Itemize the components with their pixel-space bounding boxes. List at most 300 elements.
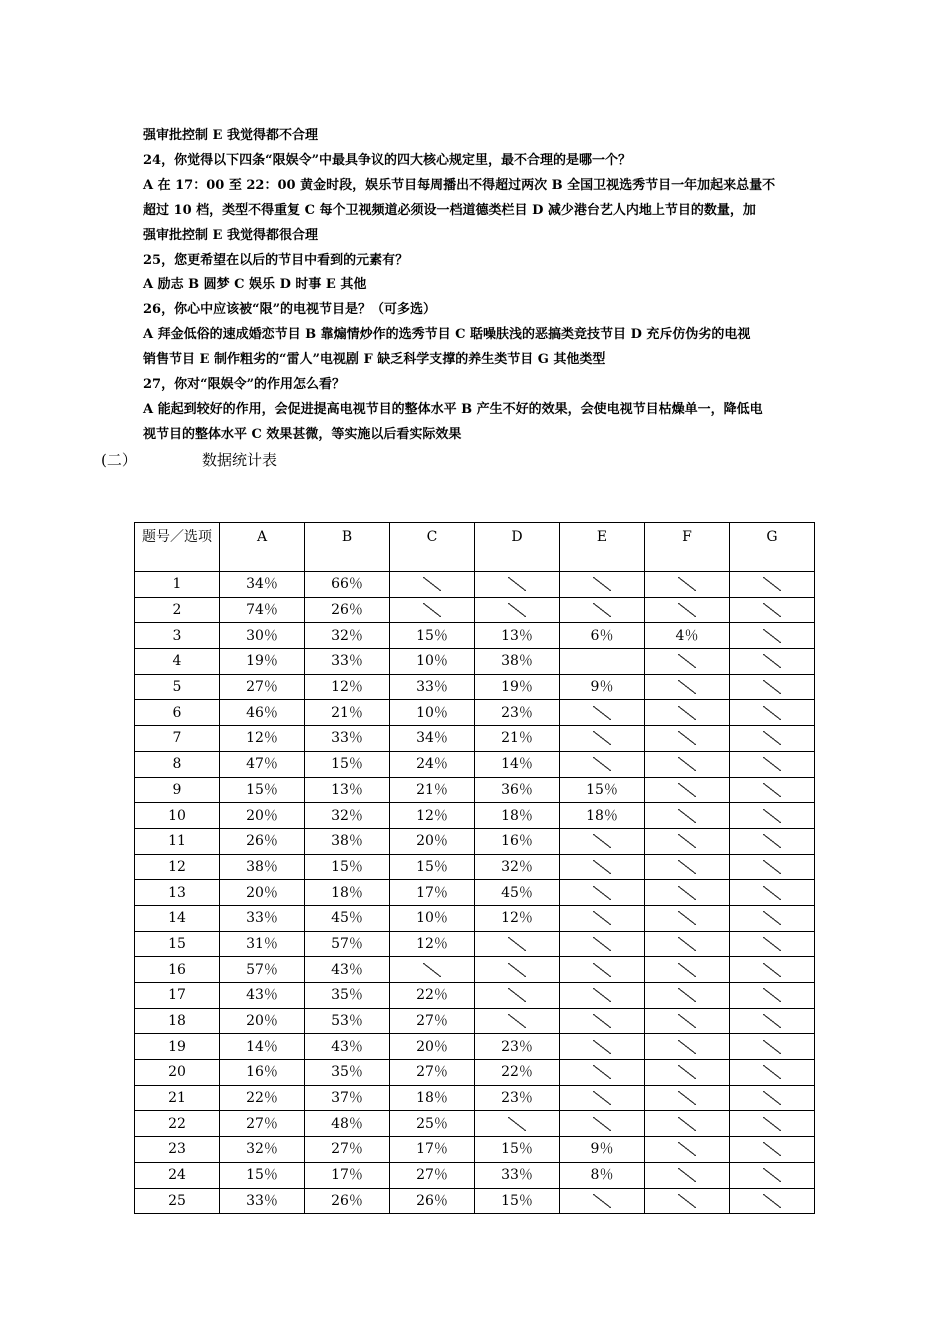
not-applicable-cell xyxy=(730,1034,815,1060)
diagonal-slash-icon xyxy=(593,1014,611,1028)
diagonal-slash-icon xyxy=(763,783,781,797)
table-row xyxy=(135,1008,815,1034)
diagonal-slash-icon xyxy=(763,1065,781,1079)
percentage-cell: 27％ xyxy=(390,1008,475,1034)
percentage-cell: 10％ xyxy=(390,649,475,675)
percentage-cell: 20％ xyxy=(390,1034,475,1060)
percentage-cell: 6％ xyxy=(560,623,645,649)
not-applicable-cell xyxy=(560,905,645,931)
question-line: 销售节目 E 制作粗劣的“雷人”电视剧 F 缺乏科学支撑的养生类节目 G 其他类型 xyxy=(143,352,606,368)
diagonal-slash-icon xyxy=(678,1014,696,1028)
percentage-cell: 20％ xyxy=(390,828,475,854)
question-number-cell: 7 xyxy=(135,726,220,752)
percentage-cell: 16％ xyxy=(475,828,560,854)
percentage-cell: 66％ xyxy=(305,572,390,598)
percentage-cell: 15％ xyxy=(390,854,475,880)
question-number-cell: 2 xyxy=(135,597,220,623)
percentage-cell: 21％ xyxy=(390,777,475,803)
diagonal-slash-icon xyxy=(678,1168,696,1182)
question-line: 24，你觉得以下四条“限娱令”中最具争议的四大核心规定里，最不合理的是哪一个？ xyxy=(143,152,632,168)
section-heading xyxy=(101,450,277,470)
question-number-cell: 24 xyxy=(135,1162,220,1188)
diagonal-slash-icon xyxy=(763,911,781,925)
diagonal-slash-icon xyxy=(508,937,526,951)
diagonal-slash-icon xyxy=(593,860,611,874)
question-number-cell: 12 xyxy=(135,854,220,880)
header-option-c: C xyxy=(390,523,475,572)
statistics-table xyxy=(134,522,815,1214)
not-applicable-cell xyxy=(645,1034,730,1060)
question-number-cell: 16 xyxy=(135,957,220,983)
not-applicable-cell xyxy=(645,700,730,726)
percentage-cell: 34％ xyxy=(220,572,305,598)
not-applicable-cell xyxy=(645,1111,730,1137)
not-applicable-cell xyxy=(560,1008,645,1034)
diagonal-slash-icon xyxy=(678,654,696,668)
percentage-cell: 15％ xyxy=(475,1137,560,1163)
percentage-cell: 43％ xyxy=(305,957,390,983)
not-applicable-cell xyxy=(730,1111,815,1137)
question-number-cell: 17 xyxy=(135,983,220,1009)
percentage-cell: 33％ xyxy=(390,674,475,700)
not-applicable-cell xyxy=(645,957,730,983)
not-applicable-cell xyxy=(560,983,645,1009)
diagonal-slash-icon xyxy=(678,1065,696,1079)
percentage-cell: 10％ xyxy=(390,700,475,726)
percentage-cell: 32％ xyxy=(305,803,390,829)
not-applicable-cell xyxy=(645,880,730,906)
diagonal-slash-icon xyxy=(763,886,781,900)
not-applicable-cell xyxy=(645,1162,730,1188)
percentage-cell: 12％ xyxy=(390,931,475,957)
not-applicable-cell xyxy=(560,854,645,880)
not-applicable-cell xyxy=(645,674,730,700)
not-applicable-cell xyxy=(645,931,730,957)
table-row xyxy=(135,674,815,700)
percentage-cell: 15％ xyxy=(390,623,475,649)
diagonal-slash-icon xyxy=(678,809,696,823)
header-option-b: B xyxy=(305,523,390,572)
percentage-cell: 12％ xyxy=(305,674,390,700)
not-applicable-cell xyxy=(560,700,645,726)
not-applicable-cell xyxy=(730,957,815,983)
not-applicable-cell xyxy=(730,803,815,829)
not-applicable-cell xyxy=(645,1085,730,1111)
percentage-cell: 24％ xyxy=(390,751,475,777)
diagonal-slash-icon xyxy=(593,911,611,925)
question-number-cell: 4 xyxy=(135,649,220,675)
percentage-cell: 12％ xyxy=(475,905,560,931)
diagonal-slash-icon xyxy=(678,834,696,848)
question-number-cell: 21 xyxy=(135,1085,220,1111)
table-row xyxy=(135,1111,815,1137)
percentage-cell: 35％ xyxy=(305,983,390,1009)
table-row xyxy=(135,700,815,726)
question-line: 27，你对“限娱令”的作用怎么看？ xyxy=(143,377,346,393)
table-row xyxy=(135,1085,815,1111)
not-applicable-cell xyxy=(645,983,730,1009)
diagonal-slash-icon xyxy=(763,860,781,874)
percentage-cell: 18％ xyxy=(560,803,645,829)
not-applicable-cell xyxy=(730,572,815,598)
diagonal-slash-icon xyxy=(593,603,611,617)
percentage-cell: 19％ xyxy=(475,674,560,700)
survey-questions xyxy=(143,124,813,448)
not-applicable-cell xyxy=(390,957,475,983)
not-applicable-cell xyxy=(560,1188,645,1214)
percentage-cell: 20％ xyxy=(220,1008,305,1034)
diagonal-slash-icon xyxy=(678,731,696,745)
diagonal-slash-icon xyxy=(593,706,611,720)
not-applicable-cell xyxy=(730,880,815,906)
percentage-cell: 57％ xyxy=(305,931,390,957)
header-option-d: D xyxy=(475,523,560,572)
percentage-cell: 26％ xyxy=(390,1188,475,1214)
question-line: 强审批控制 E 我觉得都不合理 xyxy=(143,128,318,143)
diagonal-slash-icon xyxy=(423,603,441,617)
question-number-cell: 10 xyxy=(135,803,220,829)
table-row xyxy=(135,1188,815,1214)
table-row xyxy=(135,1137,815,1163)
not-applicable-cell xyxy=(560,1060,645,1086)
not-applicable-cell xyxy=(560,1111,645,1137)
question-line: 视节目的整体水平 C 效果甚微，等实施以后看实际效果 xyxy=(143,426,462,442)
table-row xyxy=(135,957,815,983)
not-applicable-cell xyxy=(645,726,730,752)
section-title: 数据统计表 xyxy=(202,451,278,469)
diagonal-slash-icon xyxy=(593,1117,611,1131)
diagonal-slash-icon xyxy=(593,988,611,1002)
diagonal-slash-icon xyxy=(763,963,781,977)
table-row xyxy=(135,983,815,1009)
not-applicable-cell xyxy=(645,905,730,931)
diagonal-slash-icon xyxy=(593,834,611,848)
question-number-cell: 8 xyxy=(135,751,220,777)
not-applicable-cell xyxy=(645,854,730,880)
diagonal-slash-icon xyxy=(678,1142,696,1156)
diagonal-slash-icon xyxy=(593,937,611,951)
diagonal-slash-icon xyxy=(763,1091,781,1105)
table-row xyxy=(135,572,815,598)
not-applicable-cell xyxy=(645,803,730,829)
not-applicable-cell xyxy=(730,674,815,700)
not-applicable-cell xyxy=(560,572,645,598)
diagonal-slash-icon xyxy=(763,809,781,823)
question-number-cell: 19 xyxy=(135,1034,220,1060)
percentage-cell: 12％ xyxy=(390,803,475,829)
diagonal-slash-icon xyxy=(678,1194,696,1208)
diagonal-slash-icon xyxy=(763,937,781,951)
diagonal-slash-icon xyxy=(678,603,696,617)
percentage-cell: 37％ xyxy=(305,1085,390,1111)
header-option-f: F xyxy=(645,523,730,572)
diagonal-slash-icon xyxy=(678,577,696,591)
percentage-cell: 13％ xyxy=(475,623,560,649)
question-line: A 励志 B 圆梦 C 娱乐 D 时事 E 其他 xyxy=(143,277,367,293)
header-option-a: A xyxy=(220,523,305,572)
not-applicable-cell xyxy=(645,777,730,803)
diagonal-slash-icon xyxy=(678,1040,696,1054)
not-applicable-cell xyxy=(645,751,730,777)
diagonal-slash-icon xyxy=(763,1168,781,1182)
percentage-cell: 16％ xyxy=(220,1060,305,1086)
not-applicable-cell xyxy=(475,983,560,1009)
percentage-cell: 45％ xyxy=(475,880,560,906)
question-number-cell: 5 xyxy=(135,674,220,700)
not-applicable-cell xyxy=(730,649,815,675)
not-applicable-cell xyxy=(475,1008,560,1034)
percentage-cell: 23％ xyxy=(475,700,560,726)
percentage-cell: 26％ xyxy=(305,597,390,623)
percentage-cell: 15％ xyxy=(305,854,390,880)
percentage-cell: 20％ xyxy=(220,803,305,829)
diagonal-slash-icon xyxy=(678,783,696,797)
table-row xyxy=(135,777,815,803)
table-row xyxy=(135,854,815,880)
diagonal-slash-icon xyxy=(678,963,696,977)
question-number-cell: 9 xyxy=(135,777,220,803)
percentage-cell: 33％ xyxy=(475,1162,560,1188)
question-line: A 能起到较好的作用，会促进提高电视节目的整体水平 B 产生不好的效果，会使电视节目枯燥单一，降低电 xyxy=(143,401,763,417)
diagonal-slash-icon xyxy=(763,834,781,848)
percentage-cell: 27％ xyxy=(390,1060,475,1086)
table-row xyxy=(135,1034,815,1060)
question-line: 26，你心中应该被“限”的电视节目是？（可多选） xyxy=(143,302,437,318)
diagonal-slash-icon xyxy=(763,988,781,1002)
diagonal-slash-icon xyxy=(763,1117,781,1131)
not-applicable-cell xyxy=(560,726,645,752)
percentage-cell xyxy=(560,649,645,675)
not-applicable-cell xyxy=(730,1188,815,1214)
percentage-cell: 9％ xyxy=(560,674,645,700)
diagonal-slash-icon xyxy=(593,963,611,977)
diagonal-slash-icon xyxy=(678,680,696,694)
percentage-cell: 22％ xyxy=(390,983,475,1009)
percentage-cell: 74％ xyxy=(220,597,305,623)
not-applicable-cell xyxy=(475,572,560,598)
percentage-cell: 22％ xyxy=(220,1085,305,1111)
question-number-cell: 11 xyxy=(135,828,220,854)
question-number-cell: 22 xyxy=(135,1111,220,1137)
percentage-cell: 48％ xyxy=(305,1111,390,1137)
diagonal-slash-icon xyxy=(763,1014,781,1028)
percentage-cell: 33％ xyxy=(305,726,390,752)
diagonal-slash-icon xyxy=(508,577,526,591)
not-applicable-cell xyxy=(730,597,815,623)
not-applicable-cell xyxy=(730,700,815,726)
percentage-cell: 14％ xyxy=(475,751,560,777)
percentage-cell: 38％ xyxy=(305,828,390,854)
not-applicable-cell xyxy=(730,828,815,854)
diagonal-slash-icon xyxy=(763,577,781,591)
question-line: A 在 17：00 至 22：00 黄金时段，娱乐节目每周播出不得超过两次 B 全国卫视选秀节目一年加起来总量不 xyxy=(143,177,776,193)
table-row xyxy=(135,649,815,675)
not-applicable-cell xyxy=(730,777,815,803)
percentage-cell: 21％ xyxy=(305,700,390,726)
diagonal-slash-icon xyxy=(423,963,441,977)
not-applicable-cell xyxy=(730,931,815,957)
not-applicable-cell xyxy=(560,1034,645,1060)
question-line: 25，您更希望在以后的节目中看到的元素有？ xyxy=(143,252,409,268)
question-number-cell: 15 xyxy=(135,931,220,957)
percentage-cell: 32％ xyxy=(305,623,390,649)
not-applicable-cell xyxy=(475,931,560,957)
percentage-cell: 43％ xyxy=(220,983,305,1009)
question-number-cell: 23 xyxy=(135,1137,220,1163)
percentage-cell: 8％ xyxy=(560,1162,645,1188)
not-applicable-cell xyxy=(730,905,815,931)
not-applicable-cell xyxy=(560,751,645,777)
diagonal-slash-icon xyxy=(763,731,781,745)
diagonal-slash-icon xyxy=(508,963,526,977)
table-row xyxy=(135,931,815,957)
not-applicable-cell xyxy=(645,1188,730,1214)
question-number-cell: 20 xyxy=(135,1060,220,1086)
percentage-cell: 27％ xyxy=(220,1111,305,1137)
percentage-cell: 4％ xyxy=(645,623,730,649)
percentage-cell: 43％ xyxy=(305,1034,390,1060)
table-row xyxy=(135,1162,815,1188)
table-row xyxy=(135,828,815,854)
percentage-cell: 15％ xyxy=(560,777,645,803)
diagonal-slash-icon xyxy=(763,706,781,720)
percentage-cell: 38％ xyxy=(220,854,305,880)
diagonal-slash-icon xyxy=(678,1117,696,1131)
not-applicable-cell xyxy=(730,1008,815,1034)
diagonal-slash-icon xyxy=(678,886,696,900)
table-row xyxy=(135,726,815,752)
percentage-cell: 33％ xyxy=(220,1188,305,1214)
diagonal-slash-icon xyxy=(763,757,781,771)
table-body xyxy=(135,572,815,1214)
percentage-cell: 15％ xyxy=(220,777,305,803)
table-row xyxy=(135,1060,815,1086)
diagonal-slash-icon xyxy=(508,603,526,617)
not-applicable-cell xyxy=(560,1085,645,1111)
question-number-cell: 6 xyxy=(135,700,220,726)
percentage-cell: 21％ xyxy=(475,726,560,752)
question-number-cell: 3 xyxy=(135,623,220,649)
not-applicable-cell xyxy=(475,1111,560,1137)
diagonal-slash-icon xyxy=(593,1040,611,1054)
percentage-cell: 32％ xyxy=(475,854,560,880)
not-applicable-cell xyxy=(645,1008,730,1034)
percentage-cell: 27％ xyxy=(220,674,305,700)
question-number-cell: 1 xyxy=(135,572,220,598)
percentage-cell: 15％ xyxy=(220,1162,305,1188)
diagonal-slash-icon xyxy=(763,629,781,643)
diagonal-slash-icon xyxy=(678,911,696,925)
percentage-cell: 57％ xyxy=(220,957,305,983)
table-header-row xyxy=(135,523,815,572)
question-number-cell: 18 xyxy=(135,1008,220,1034)
table-row xyxy=(135,623,815,649)
question-number-cell: 14 xyxy=(135,905,220,931)
question-line: 强审批控制 E 我觉得都很合理 xyxy=(143,227,318,243)
diagonal-slash-icon xyxy=(678,757,696,771)
not-applicable-cell xyxy=(560,597,645,623)
percentage-cell: 53％ xyxy=(305,1008,390,1034)
diagonal-slash-icon xyxy=(593,731,611,745)
not-applicable-cell xyxy=(560,880,645,906)
percentage-cell: 38％ xyxy=(475,649,560,675)
percentage-cell: 15％ xyxy=(475,1188,560,1214)
percentage-cell: 46％ xyxy=(220,700,305,726)
percentage-cell: 17％ xyxy=(390,880,475,906)
not-applicable-cell xyxy=(730,726,815,752)
percentage-cell: 47％ xyxy=(220,751,305,777)
percentage-cell: 30％ xyxy=(220,623,305,649)
percentage-cell: 20％ xyxy=(220,880,305,906)
question-number-cell: 25 xyxy=(135,1188,220,1214)
not-applicable-cell xyxy=(730,623,815,649)
diagonal-slash-icon xyxy=(763,654,781,668)
percentage-cell: 13％ xyxy=(305,777,390,803)
percentage-cell: 14％ xyxy=(220,1034,305,1060)
percentage-cell: 23％ xyxy=(475,1034,560,1060)
diagonal-slash-icon xyxy=(593,1194,611,1208)
table-row xyxy=(135,751,815,777)
not-applicable-cell xyxy=(390,597,475,623)
not-applicable-cell xyxy=(645,572,730,598)
percentage-cell: 18％ xyxy=(390,1085,475,1111)
not-applicable-cell xyxy=(730,854,815,880)
percentage-cell: 26％ xyxy=(305,1188,390,1214)
percentage-cell: 33％ xyxy=(305,649,390,675)
diagonal-slash-icon xyxy=(763,1142,781,1156)
header-question-option: 题号／选项 xyxy=(135,523,220,572)
percentage-cell: 32％ xyxy=(220,1137,305,1163)
header-option-g: G xyxy=(730,523,815,572)
not-applicable-cell xyxy=(560,931,645,957)
not-applicable-cell xyxy=(645,828,730,854)
percentage-cell: 23％ xyxy=(475,1085,560,1111)
percentage-cell: 10％ xyxy=(390,905,475,931)
percentage-cell: 45％ xyxy=(305,905,390,931)
not-applicable-cell xyxy=(645,597,730,623)
percentage-cell: 33％ xyxy=(220,905,305,931)
section-number: (二） xyxy=(101,451,137,469)
diagonal-slash-icon xyxy=(678,706,696,720)
not-applicable-cell xyxy=(645,1137,730,1163)
diagonal-slash-icon xyxy=(508,988,526,1002)
diagonal-slash-icon xyxy=(593,886,611,900)
percentage-cell: 15％ xyxy=(305,751,390,777)
percentage-cell: 17％ xyxy=(390,1137,475,1163)
diagonal-slash-icon xyxy=(423,577,441,591)
percentage-cell: 27％ xyxy=(390,1162,475,1188)
not-applicable-cell xyxy=(730,1137,815,1163)
not-applicable-cell xyxy=(475,597,560,623)
not-applicable-cell xyxy=(730,1162,815,1188)
diagonal-slash-icon xyxy=(593,577,611,591)
percentage-cell: 18％ xyxy=(305,880,390,906)
diagonal-slash-icon xyxy=(678,1091,696,1105)
percentage-cell: 34％ xyxy=(390,726,475,752)
not-applicable-cell xyxy=(730,1085,815,1111)
diagonal-slash-icon xyxy=(593,1065,611,1079)
percentage-cell: 19％ xyxy=(220,649,305,675)
percentage-cell: 9％ xyxy=(560,1137,645,1163)
not-applicable-cell xyxy=(560,957,645,983)
diagonal-slash-icon xyxy=(593,757,611,771)
diagonal-slash-icon xyxy=(763,1040,781,1054)
not-applicable-cell xyxy=(730,1060,815,1086)
diagonal-slash-icon xyxy=(678,860,696,874)
percentage-cell: 35％ xyxy=(305,1060,390,1086)
percentage-cell: 25％ xyxy=(390,1111,475,1137)
question-line: A 拜金低俗的速成婚恋节目 B 靠煽情炒作的选秀节目 C 聒噪肤浅的恶搞类竞技节目 D 充斥仿伪劣的电视 xyxy=(143,327,751,343)
